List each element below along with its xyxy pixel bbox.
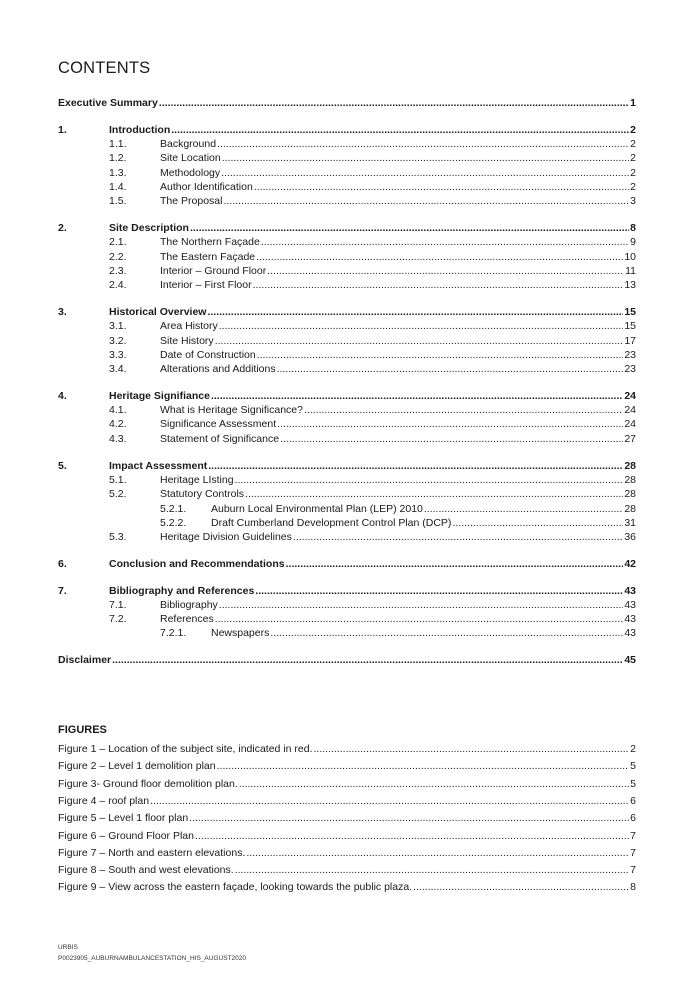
toc-entry-number: 5.2.	[109, 488, 127, 500]
toc-entry-label: Disclaimer	[58, 654, 112, 666]
figure-entry-page: 6	[630, 812, 636, 824]
toc-entry[interactable]	[58, 473, 636, 487]
toc-entry-page: 36	[624, 531, 636, 543]
toc-entry-number: 7.1.	[109, 599, 127, 611]
toc-leader-dots	[253, 278, 624, 292]
toc-entry[interactable]	[58, 502, 636, 516]
toc-entry-label: Historical Overview	[109, 306, 207, 318]
toc-leader-dots	[235, 473, 624, 487]
figure-entry-label: Figure 4 – roof plan	[58, 795, 150, 807]
figure-entry-page: 2	[630, 743, 636, 755]
toc-leader-dots	[221, 166, 629, 180]
toc-entry-number: 2.2.	[109, 251, 127, 263]
toc-entry[interactable]	[58, 598, 636, 612]
toc-leader-dots	[217, 137, 629, 151]
toc-entry-page: 24	[624, 390, 636, 402]
figure-leader-dots	[246, 846, 629, 860]
toc-entry-label: Heritage Signifiance	[109, 390, 210, 402]
toc-leader-dots	[257, 348, 624, 362]
toc-entry[interactable]	[58, 319, 636, 333]
toc-entry[interactable]	[58, 459, 636, 473]
toc-leader-dots	[159, 96, 629, 110]
toc-entry-label: Date of Construction	[160, 349, 256, 361]
toc-entry-number: 3.	[58, 306, 67, 318]
toc-entry-page: 2	[630, 181, 636, 193]
toc-entry[interactable]	[58, 487, 636, 501]
figure-entry[interactable]	[58, 846, 636, 860]
toc-leader-dots	[207, 305, 623, 319]
toc-leader-dots	[304, 403, 623, 417]
toc-entry-label: Author Identification	[160, 181, 253, 193]
toc-entry-label: Statutory Controls	[160, 488, 245, 500]
footer-brand: URBIS	[58, 944, 78, 951]
toc-entry-page: 24	[624, 418, 636, 430]
toc-entry-label: The Northern Façade	[160, 236, 260, 248]
toc-entry[interactable]	[58, 250, 636, 264]
toc-leader-dots	[277, 362, 624, 376]
toc-entry[interactable]	[58, 180, 636, 194]
figure-entry-label: Figure 9 – View across the eastern façade, looking towards the public plaza.	[58, 881, 413, 893]
toc-entry-label: Draft Cumberland Development Control Plan (DCP)	[211, 517, 452, 529]
figure-entry-label: Figure 1 – Location of the subject site, indicated in red.	[58, 743, 313, 755]
toc-entry-number: 5.1.	[109, 474, 127, 486]
toc-entry-page: 9	[630, 236, 636, 248]
figure-leader-dots	[217, 759, 630, 773]
toc-entry-page: 2	[630, 138, 636, 150]
toc-entry-page: 3	[630, 195, 636, 207]
toc-entry[interactable]	[58, 194, 636, 208]
toc-entry-label: Bibliography	[160, 599, 218, 611]
figure-entry-page: 5	[630, 760, 636, 772]
toc-entry-number: 3.2.	[109, 335, 127, 347]
toc-entry[interactable]	[58, 417, 636, 431]
toc-entry[interactable]	[58, 626, 636, 640]
toc-leader-dots	[286, 557, 624, 571]
figure-entry-page: 7	[630, 847, 636, 859]
figure-entry[interactable]	[58, 811, 636, 825]
toc-entry-page: 31	[624, 517, 636, 529]
figure-entry[interactable]	[58, 794, 636, 808]
toc-entry-label: Conclusion and Recommendations	[109, 558, 285, 570]
footer-reference: P0023905_AUBURNAMBULANCESTATION_HIS_AUGUST2020	[58, 955, 246, 962]
toc-entry-label: Alterations and Additions	[160, 363, 276, 375]
toc-entry-label: Statement of Significance	[160, 433, 280, 445]
toc-leader-dots	[270, 626, 623, 640]
toc-entry[interactable]	[58, 221, 636, 235]
figure-entry-label: Figure 5 – Level 1 floor plan	[58, 812, 189, 824]
toc-entry[interactable]	[58, 516, 636, 530]
toc-leader-dots	[424, 502, 623, 516]
toc-entry-label: Site Description	[109, 222, 189, 234]
figure-entry[interactable]	[58, 829, 636, 843]
toc-entry-number: 4.2.	[109, 418, 127, 430]
toc-entry-page: 2	[630, 152, 636, 164]
toc-entry[interactable]	[58, 653, 636, 667]
toc-entry[interactable]	[58, 151, 636, 165]
toc-entry-number: 5.2.1.	[160, 503, 187, 515]
contents-title: CONTENTS	[58, 59, 151, 77]
toc-entry-page: 2	[630, 167, 636, 179]
toc-leader-dots	[280, 432, 623, 446]
toc-entry-page: 15	[624, 320, 636, 332]
figure-entry[interactable]	[58, 742, 636, 756]
toc-entry[interactable]	[58, 362, 636, 376]
toc-entry-page: 11	[625, 265, 636, 277]
toc-entry[interactable]	[58, 166, 636, 180]
figure-entry-page: 7	[630, 864, 636, 876]
toc-entry-number: 7.2.1.	[160, 627, 187, 639]
toc-entry[interactable]	[58, 403, 636, 417]
figure-entry[interactable]	[58, 777, 636, 791]
figure-entry[interactable]	[58, 863, 636, 877]
toc-entry-label: What is Heritage Significance?	[160, 404, 303, 416]
toc-entry-number: 2.3.	[109, 265, 127, 277]
toc-entry-number: 3.4.	[109, 363, 127, 375]
toc-entry-label: The Eastern Façade	[160, 251, 256, 263]
toc-entry-number: 1.4.	[109, 181, 127, 193]
toc-entry-page: 28	[624, 503, 636, 515]
toc-entry[interactable]	[58, 530, 636, 544]
toc-leader-dots	[112, 653, 623, 667]
toc-entry-label: Methodology	[160, 167, 221, 179]
toc-entry-number: 4.	[58, 390, 67, 402]
toc-entry-number: 3.3.	[109, 349, 127, 361]
toc-leader-dots	[215, 334, 624, 348]
toc-leader-dots	[256, 250, 623, 264]
toc-entry-number: 1.2.	[109, 152, 127, 164]
toc-leader-dots	[215, 612, 624, 626]
toc-entry-page: 17	[624, 335, 636, 347]
toc-leader-dots	[219, 598, 624, 612]
toc-entry-page: 1	[630, 97, 636, 109]
toc-leader-dots	[255, 584, 623, 598]
toc-entry-page: 43	[624, 613, 636, 625]
toc-entry-number: 7.	[58, 585, 67, 597]
figure-entry-label: Figure 7 – North and eastern elevations.	[58, 847, 246, 859]
toc-entry-label: Significance Assessment	[160, 418, 277, 430]
toc-entry[interactable]	[58, 612, 636, 626]
figure-entry-label: Figure 8 – South and west elevations.	[58, 864, 234, 876]
toc-entry-label: Heritage LIsting	[160, 474, 234, 486]
toc-entry-page: 24	[624, 404, 636, 416]
toc-entry-number: 6.	[58, 558, 67, 570]
toc-entry[interactable]	[58, 334, 636, 348]
figure-leader-dots	[189, 811, 629, 825]
toc-entry[interactable]	[58, 389, 636, 403]
toc-leader-dots	[452, 516, 623, 530]
toc-entry-number: 2.4.	[109, 279, 127, 291]
toc-entry[interactable]	[58, 123, 636, 137]
toc-entry-label: Site Location	[160, 152, 221, 164]
figure-entry[interactable]	[58, 759, 636, 773]
toc-entry-page: 43	[624, 627, 636, 639]
toc-entry[interactable]	[58, 235, 636, 249]
toc-entry-label: Site History	[160, 335, 214, 347]
figure-entry-label: Figure 6 – Ground Floor Plan	[58, 830, 194, 842]
toc-entry[interactable]	[58, 584, 636, 598]
figure-leader-dots	[314, 742, 630, 756]
toc-entry-label: Auburn Local Environmental Plan (LEP) 2010	[211, 503, 423, 515]
figure-leader-dots	[239, 777, 629, 791]
toc-entry-number: 1.3.	[109, 167, 127, 179]
toc-entry-page: 15	[624, 306, 636, 318]
toc-entry-page: 27	[624, 433, 636, 445]
toc-entry-page: 43	[624, 585, 636, 597]
toc-entry[interactable]	[58, 137, 636, 151]
toc-entry-number: 5.2.2.	[160, 517, 187, 529]
toc-entry-page: 28	[624, 474, 636, 486]
toc-entry-number: 4.1.	[109, 404, 127, 416]
toc-entry-page: 8	[630, 222, 636, 234]
figure-entry-page: 6	[630, 795, 636, 807]
toc-leader-dots	[254, 180, 629, 194]
toc-leader-dots	[190, 221, 629, 235]
figure-entry[interactable]	[58, 880, 636, 894]
toc-entry-page: 23	[624, 363, 636, 375]
toc-entry-page: 45	[624, 654, 636, 666]
figure-entry-page: 5	[630, 778, 636, 790]
toc-entry[interactable]	[58, 348, 636, 362]
toc-entry-page: 43	[624, 599, 636, 611]
figure-entry-page: 7	[630, 830, 636, 842]
toc-entry-label: Newspapers	[211, 627, 270, 639]
toc-entry-number: 7.2.	[109, 613, 127, 625]
toc-entry-page: 13	[624, 279, 636, 291]
figure-leader-dots	[413, 880, 629, 894]
toc-entry-page: 10	[624, 251, 636, 263]
toc-entry-page: 2	[630, 124, 636, 136]
toc-leader-dots	[293, 530, 623, 544]
toc-entry-page: 28	[624, 488, 636, 500]
toc-leader-dots	[223, 194, 629, 208]
toc-leader-dots	[171, 123, 629, 137]
toc-entry-number: 1.1.	[109, 138, 127, 150]
toc-entry-label: Area History	[160, 320, 218, 332]
toc-entry-number: 1.	[58, 124, 67, 136]
toc-entry[interactable]	[58, 278, 636, 292]
toc-entry-number: 3.1.	[109, 320, 127, 332]
toc-entry-label: Executive Summary	[58, 97, 158, 109]
figure-leader-dots	[150, 794, 629, 808]
toc-entry[interactable]	[58, 557, 636, 571]
toc-entry[interactable]	[58, 96, 636, 110]
figure-entry-label: Figure 3- Ground floor demolition plan.	[58, 778, 238, 790]
toc-entry-label: Impact Assessment	[109, 460, 208, 472]
figures-heading: FIGURES	[58, 724, 107, 736]
toc-entry-number: 2.	[58, 222, 67, 234]
toc-entry-page: 28	[624, 460, 636, 472]
toc-entry-page: 42	[624, 558, 636, 570]
toc-entry-label: Background	[160, 138, 217, 150]
figure-entry-label: Figure 2 – Level 1 demolition plan	[58, 760, 216, 772]
toc-entry-label: Bibliography and References	[109, 585, 255, 597]
toc-entry-number: 2.1.	[109, 236, 127, 248]
toc-leader-dots	[245, 487, 623, 501]
toc-leader-dots	[222, 151, 629, 165]
toc-leader-dots	[211, 389, 623, 403]
figure-leader-dots	[235, 863, 629, 877]
toc-entry-label: References	[160, 613, 214, 625]
toc-entry-page: 23	[624, 349, 636, 361]
toc-entry[interactable]	[58, 432, 636, 446]
toc-leader-dots	[261, 235, 629, 249]
toc-leader-dots	[277, 417, 623, 431]
toc-entry-number: 1.5.	[109, 195, 127, 207]
toc-entry-label: Interior – Ground Floor	[160, 265, 267, 277]
toc-leader-dots	[208, 459, 623, 473]
toc-entry-label: Heritage Division Guidelines	[160, 531, 292, 543]
toc-entry-label: Introduction	[109, 124, 171, 136]
toc-entry-number: 4.3.	[109, 433, 127, 445]
figure-entry-page: 8	[630, 881, 636, 893]
toc-leader-dots	[267, 264, 624, 278]
toc-entry-label: Interior – First Floor	[160, 279, 252, 291]
toc-entry-label: The Proposal	[160, 195, 223, 207]
toc-leader-dots	[219, 319, 624, 333]
toc-entry-number: 5.3.	[109, 531, 127, 543]
figure-leader-dots	[195, 829, 629, 843]
toc-entry[interactable]	[58, 264, 636, 278]
toc-entry[interactable]	[58, 305, 636, 319]
toc-entry-number: 5.	[58, 460, 67, 472]
